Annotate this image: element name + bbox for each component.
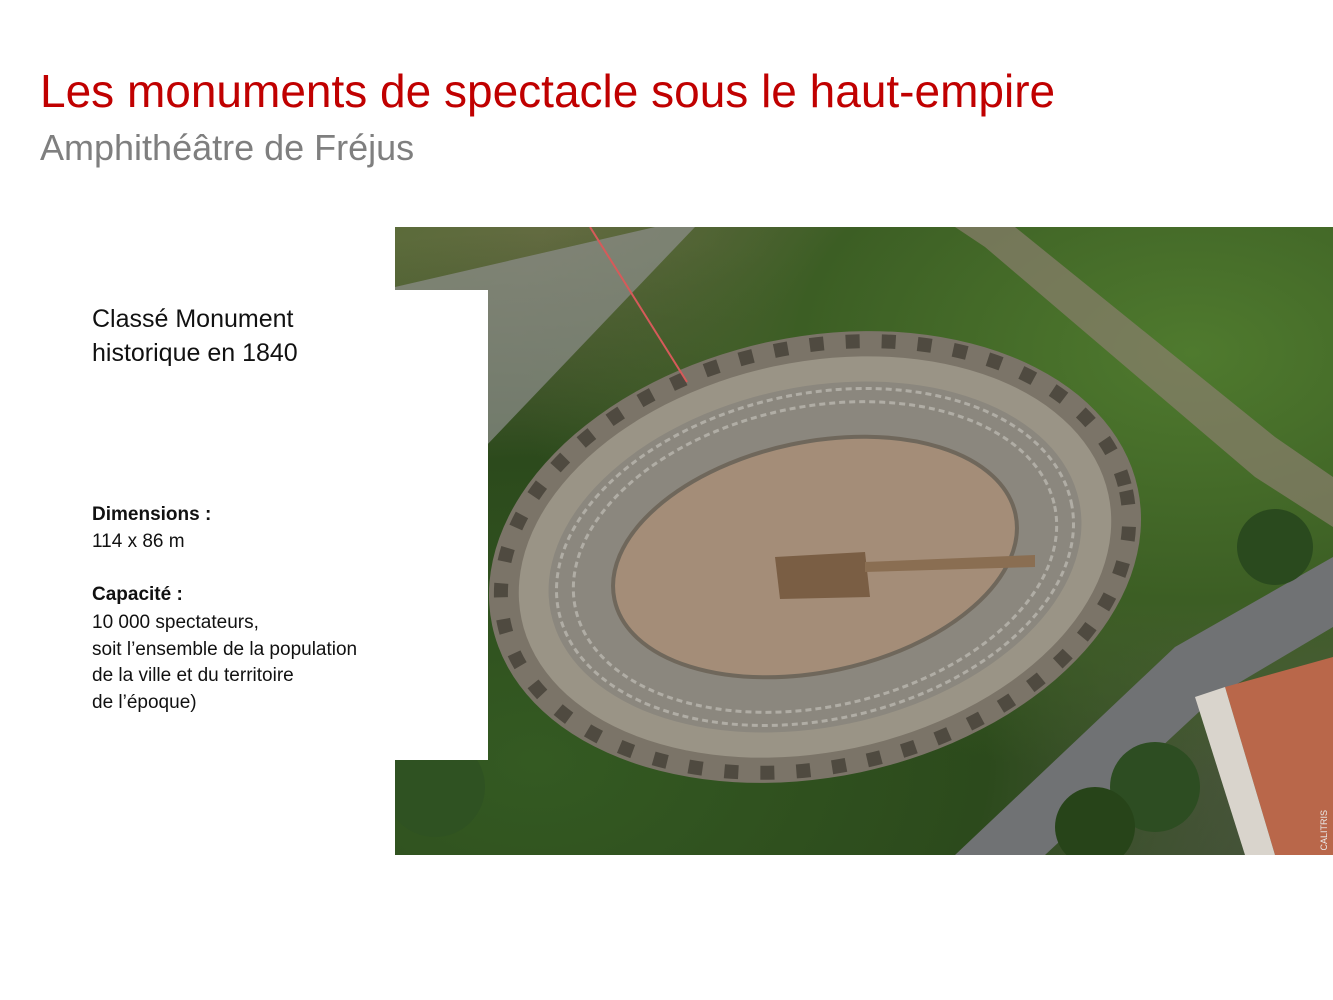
slide-subtitle: Amphithéâtre de Fréjus (40, 127, 415, 168)
amphitheatre-aerial-photo (395, 227, 1333, 855)
dimensions-label: Dimensions : (92, 504, 212, 525)
classification-line-2: historique en 1840 (92, 339, 298, 367)
photo-drawing (395, 227, 1333, 855)
dimensions-value: 114 x 86 m (92, 531, 185, 552)
capacity-line: de la ville et du territoire (92, 665, 294, 686)
capacity-line: soit l’ensemble de la population (92, 638, 358, 660)
classification-text (92, 302, 298, 370)
classification-line-1: Classé Monument (92, 305, 294, 333)
slide-title: Les monuments de spectacle sous le haut-empire (40, 65, 1056, 117)
text-overlay-box (395, 290, 488, 760)
capacity-line: 10 000 spectateurs, (92, 612, 259, 633)
capacity-text (92, 610, 357, 716)
capacity-label: Capacité : (92, 584, 183, 605)
photo-credit: CALITRIS (1319, 810, 1329, 851)
capacity-line: de l’époque) (92, 691, 197, 713)
